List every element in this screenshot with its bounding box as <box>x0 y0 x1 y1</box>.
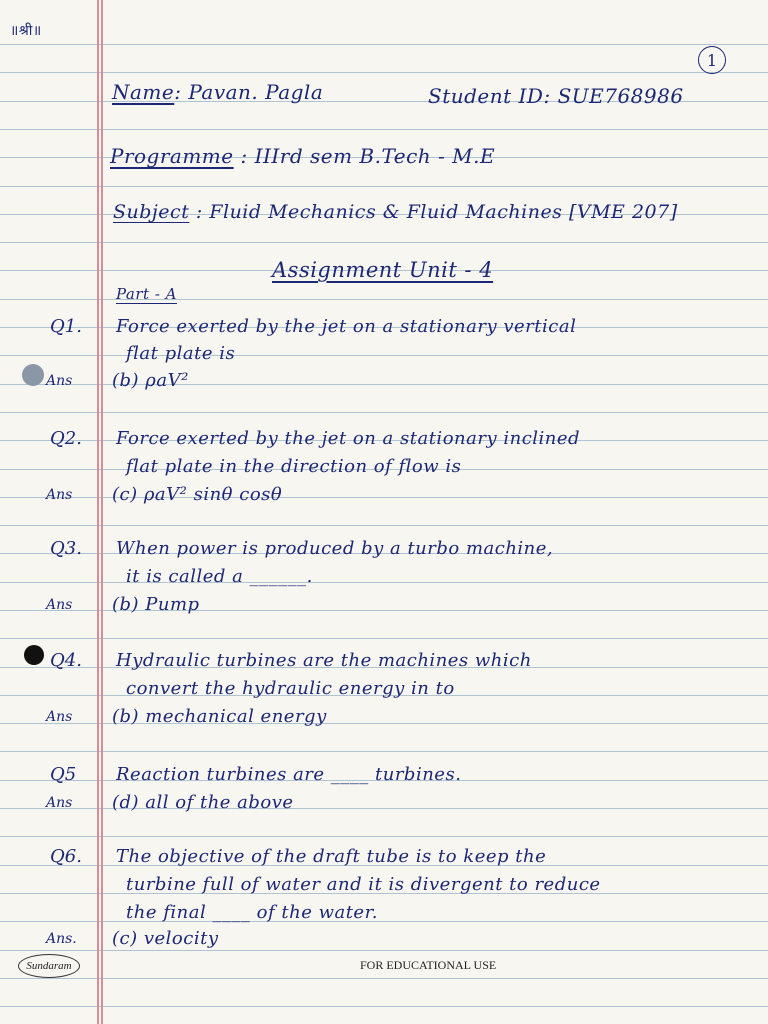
question-number: Q2. <box>50 428 82 449</box>
question-number: Q1. <box>50 316 82 337</box>
rule-line <box>0 1006 768 1007</box>
subject-colon: : <box>189 201 210 223</box>
footer-text: FOR EDUCATIONAL USE <box>360 958 497 972</box>
corner-mark: ॥श्री॥ <box>10 23 42 39</box>
brand-name: Sundaram <box>26 960 72 972</box>
answer-text: (b) Pump <box>112 594 200 615</box>
programme-value: IIIrd sem B.Tech - M.E <box>254 144 496 168</box>
rule-line <box>0 525 768 526</box>
question-number: Q4. <box>50 650 82 671</box>
student-id-colon: : <box>543 84 558 108</box>
question-text-line: flat plate in the direction of flow is <box>126 456 462 477</box>
question-text-line: Reaction turbines are ____ turbines. <box>116 764 462 785</box>
part-label: Part - A <box>116 285 177 303</box>
question-number: Q5 <box>50 764 77 785</box>
assignment-title: Assignment Unit - 4 <box>272 258 494 282</box>
answer-text: (b) mechanical energy <box>112 706 327 727</box>
programme-row <box>110 146 495 166</box>
page-number: 1 <box>698 46 726 74</box>
student-id-row <box>428 86 684 106</box>
answer-text: (b) ρaV² <box>112 370 189 391</box>
subject-row <box>113 203 678 222</box>
programme-colon: : <box>233 144 255 168</box>
name-colon: : <box>174 80 189 104</box>
rule-line <box>0 921 768 922</box>
answer-label: Ans. <box>46 931 77 947</box>
rule-line <box>0 44 768 45</box>
question-text-line: The objective of the draft tube is to keep the <box>116 846 547 867</box>
question-text-line: Hydraulic turbines are the machines which <box>116 650 532 671</box>
rule-line <box>0 412 768 413</box>
rule-line <box>0 242 768 243</box>
answer-text: (c) ρaV² sinθ cosθ <box>112 484 283 505</box>
question-text-line: convert the hydraulic energy in to <box>126 678 455 699</box>
programme-label: Programme <box>110 144 234 168</box>
margin-line <box>101 0 103 1024</box>
answer-text: (c) velocity <box>112 928 219 949</box>
rule-line <box>0 72 768 73</box>
answer-text: (d) all of the above <box>112 792 294 813</box>
answer-label: Ans <box>46 795 73 811</box>
rule-line <box>0 950 768 951</box>
question-text-line: Force exerted by the jet on a stationary vertical <box>116 316 577 337</box>
punch-hole <box>22 364 44 386</box>
answer-label: Ans <box>46 373 73 389</box>
punch-hole <box>24 645 44 665</box>
margin-line <box>97 0 99 1024</box>
question-number: Q3. <box>50 538 82 559</box>
rule-line <box>0 186 768 187</box>
subject-label: Subject <box>113 201 190 223</box>
question-text-line: When power is produced by a turbo machine, <box>116 538 554 559</box>
question-text-line: the final ____ of the water. <box>126 902 378 923</box>
question-text-line: Force exerted by the jet on a stationary inclined <box>116 428 581 449</box>
rule-line <box>0 751 768 752</box>
name-row <box>112 82 323 102</box>
answer-label: Ans <box>46 597 73 613</box>
question-number: Q6. <box>50 846 82 867</box>
name-value: Pavan. Pagla <box>188 80 324 104</box>
rule-line <box>0 836 768 837</box>
answer-label: Ans <box>46 709 73 725</box>
answer-label: Ans <box>46 487 73 503</box>
rule-line <box>0 355 768 356</box>
name-label: Name <box>112 80 175 104</box>
question-text-line: it is called a ______. <box>126 566 313 587</box>
rule-line <box>0 638 768 639</box>
rule-line <box>0 129 768 130</box>
question-text-line: flat plate is <box>126 343 236 364</box>
student-id-label: Student ID <box>428 84 544 108</box>
brand-logo <box>18 954 80 978</box>
question-text-line: turbine full of water and it is divergent to reduce <box>126 874 601 895</box>
subject-value: Fluid Mechanics & Fluid Machines [VME 207] <box>209 201 678 223</box>
rule-line <box>0 582 768 583</box>
rule-line <box>0 978 768 979</box>
student-id-value: SUE768986 <box>557 84 684 108</box>
